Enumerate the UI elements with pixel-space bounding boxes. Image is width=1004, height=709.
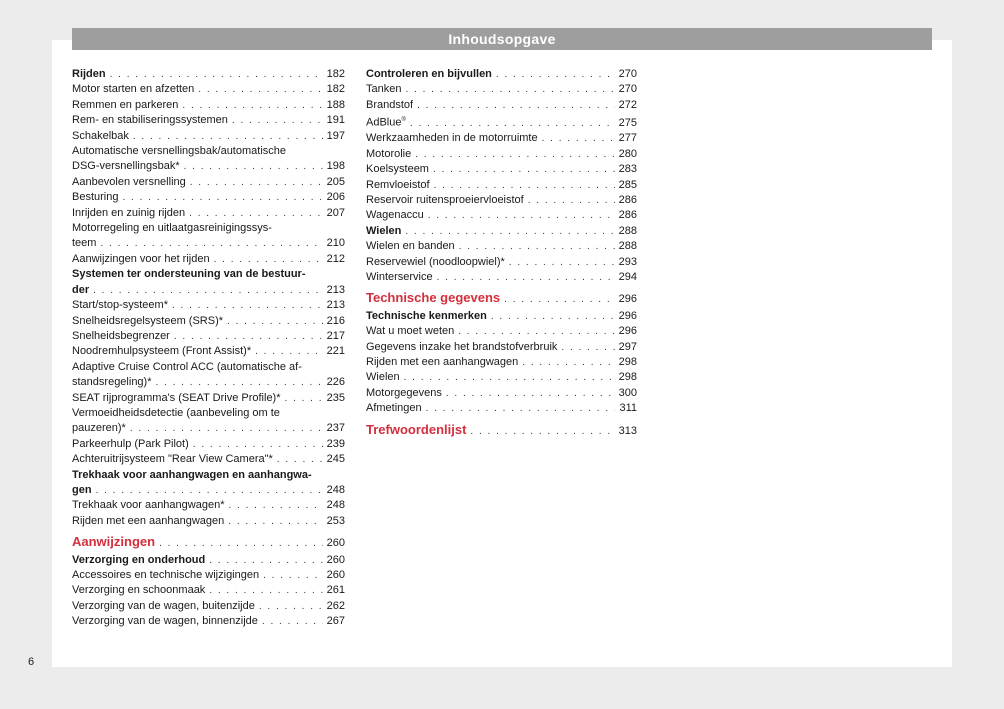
toc-entry-title: Reservewiel (noodloopwiel)*	[366, 255, 505, 268]
toc-entry-title: DSG-versnellingsbak*	[72, 160, 180, 173]
dot-leader	[273, 452, 323, 467]
toc-entry[interactable]	[366, 355, 637, 370]
toc-entry-title: Trefwoordenlijst	[366, 421, 467, 437]
toc-page-number: 221	[326, 345, 345, 358]
toc-entry[interactable]	[366, 131, 637, 146]
toc-entry-title: Koelsysteem	[366, 163, 429, 176]
toc-entry-text-line: Adaptive Cruise Control ACC (automatische af-	[72, 360, 302, 373]
toc-page-number: 298	[618, 371, 637, 384]
toc-chapter-entry[interactable]	[366, 224, 637, 239]
toc-page-number: 248	[326, 483, 345, 496]
toc-entry-title: Aanwijzingen	[72, 534, 156, 550]
toc-entry[interactable]	[72, 599, 345, 614]
dot-leader	[180, 159, 323, 174]
dot-leader	[168, 298, 323, 313]
toc-page-number: 272	[618, 98, 637, 111]
toc-entry-title: Motorolie	[366, 147, 412, 160]
dot-leader	[210, 252, 323, 267]
toc-page-number: 293	[618, 255, 637, 268]
toc-entry-title: Technische kenmerken	[366, 309, 487, 322]
toc-entry-text-line: Systemen ter ondersteuning van de bestuur-	[72, 268, 306, 281]
dot-leader	[186, 175, 323, 190]
toc-page-number: 205	[326, 175, 345, 188]
dot-leader	[406, 116, 615, 131]
toc-entry-title: AdBlue®	[366, 116, 406, 129]
toc-entry[interactable]	[72, 568, 345, 583]
toc-page-number: 260	[326, 553, 345, 566]
toc-page-number: 285	[618, 178, 637, 191]
dot-leader	[92, 483, 323, 498]
toc-page-number: 267	[326, 615, 345, 628]
toc-entry-title: Trekhaak voor aanhangwagen*	[72, 499, 225, 512]
dot-leader	[255, 599, 323, 614]
toc-entry[interactable]	[366, 147, 637, 162]
dot-leader	[538, 131, 615, 146]
toc-page-number: 262	[326, 599, 345, 612]
toc-entry[interactable]	[72, 129, 345, 144]
toc-page-number: 210	[326, 237, 345, 250]
toc-entry[interactable]	[72, 614, 345, 629]
toc-entry-title: teem	[72, 237, 97, 250]
dot-leader	[258, 614, 323, 629]
dot-leader	[433, 270, 615, 285]
toc-section-heading[interactable]	[72, 534, 345, 551]
toc-page-number: 261	[326, 584, 345, 597]
toc-entry-title: Tanken	[366, 83, 402, 96]
toc-entry[interactable]	[72, 159, 345, 174]
toc-entry-title: Werkzaamheden in de motorruimte	[366, 132, 538, 145]
toc-entry-title: Rijden	[72, 68, 106, 80]
toc-page-number: 298	[618, 355, 637, 368]
toc-entry-title: Aanwijzingen voor het rijden	[72, 252, 210, 265]
toc-entry-title: standsregeling)*	[72, 376, 152, 389]
toc-entry-title: der	[72, 283, 90, 296]
toc-page-number: 297	[618, 340, 637, 353]
toc-page-number: 206	[326, 191, 345, 204]
toc-entry-title: Motorgegevens	[366, 386, 442, 399]
toc-entry[interactable]	[72, 98, 345, 113]
dot-leader	[224, 514, 323, 529]
toc-entry-title: Wat u moet weten	[366, 325, 455, 338]
dot-leader	[466, 424, 615, 439]
toc-entry[interactable]	[72, 452, 345, 467]
dot-leader	[224, 498, 323, 513]
dot-leader	[223, 314, 323, 329]
toc-entry[interactable]	[72, 190, 345, 205]
toc-entry-title: Aanbevolen versnelling	[72, 175, 186, 188]
toc-entry[interactable]	[366, 208, 637, 223]
dot-leader	[524, 193, 615, 208]
toc-page-number: 270	[618, 83, 637, 96]
toc-entry-title: Technische gegevens	[366, 290, 501, 306]
toc-page-number: 277	[618, 132, 637, 145]
toc-entry[interactable]	[72, 344, 345, 359]
dot-leader	[429, 162, 615, 177]
toc-entry[interactable]	[72, 329, 345, 344]
dot-leader	[487, 309, 615, 324]
toc-chapter-entry[interactable]	[72, 553, 345, 568]
dot-leader	[505, 255, 615, 270]
toc-entry[interactable]	[72, 375, 345, 390]
dot-leader	[401, 224, 615, 239]
toc-entry-title: Wagenaccu	[366, 209, 424, 222]
toc-entry-title: pauzeren)*	[72, 422, 126, 435]
toc-entry[interactable]	[72, 314, 345, 329]
toc-entry-title: Afmetingen	[366, 402, 422, 415]
dot-leader	[557, 340, 615, 355]
dot-leader	[500, 292, 615, 307]
toc-entry[interactable]	[366, 113, 637, 131]
toc-page-number: 288	[618, 240, 637, 253]
dot-leader	[118, 190, 323, 205]
toc-entry[interactable]	[366, 193, 637, 208]
toc-entry-title: Noodremhulpsysteem (Front Assist)*	[72, 345, 252, 358]
toc-entry-title: Verzorging van de wagen, buitenzijde	[72, 599, 255, 612]
dot-leader	[259, 568, 323, 583]
toc-page-number: 260	[326, 569, 345, 581]
toc-entry-title: Parkeerhulp (Park Pilot)	[72, 437, 189, 450]
dot-leader	[455, 239, 615, 254]
toc-page-number: 288	[618, 224, 637, 237]
dot-leader	[96, 236, 323, 251]
toc-page-number: 213	[326, 283, 345, 296]
toc-entry-title: gen	[72, 483, 92, 496]
toc-page-number: 283	[618, 163, 637, 176]
toc-entry-title: Achteruitrijsysteem "Rear View Camera"*	[72, 453, 273, 466]
toc-entry-title: Besturing	[72, 191, 119, 204]
toc-chapter-entry[interactable]	[72, 67, 345, 82]
dot-leader	[430, 178, 615, 193]
toc-entry[interactable]	[366, 98, 637, 113]
dot-leader	[424, 208, 615, 223]
toc-entry[interactable]	[72, 236, 345, 251]
toc-entry[interactable]	[366, 178, 637, 193]
toc-page-number: 300	[618, 386, 637, 399]
toc-entry-title: Verzorging van de wagen, binnenzijde	[72, 615, 258, 628]
dot-leader	[411, 147, 615, 162]
toc-entry[interactable]	[366, 324, 637, 339]
toc-entry-title: Motor starten en afzetten	[72, 83, 195, 96]
toc-entry-title: Schakelbak	[72, 129, 129, 142]
toc-entry-title: Remvloeistof	[366, 178, 430, 191]
page-number: 6	[28, 656, 35, 668]
toc-entry[interactable]	[366, 82, 637, 97]
toc-entry[interactable]	[72, 583, 345, 598]
toc-entry-title: Snelheidsregelsysteem (SRS)*	[72, 314, 224, 327]
toc-entry[interactable]	[72, 175, 345, 190]
toc-entry-title: Remmen en parkeren	[72, 98, 179, 111]
dot-leader	[251, 344, 323, 359]
toc-entry-title: Snelheidsbegrenzer	[72, 329, 170, 342]
toc-entry[interactable]	[366, 386, 637, 401]
toc-page-number: 188	[326, 98, 345, 111]
toc-entry[interactable]	[72, 82, 345, 97]
dot-leader	[205, 553, 323, 568]
dot-leader	[442, 386, 615, 401]
toc-entry-title: Verzorging en schoonmaak	[72, 584, 206, 597]
toc-page-number: 226	[326, 376, 345, 389]
dot-leader	[492, 67, 615, 82]
dot-leader	[129, 129, 323, 144]
toc-page-number: 239	[326, 437, 345, 450]
toc-page-number: 213	[326, 299, 345, 312]
toc-entry[interactable]	[366, 401, 637, 416]
toc-entry[interactable]	[72, 498, 345, 513]
toc-entry-title: Wielen	[366, 371, 400, 384]
toc-entry[interactable]	[72, 421, 345, 436]
toc-page-number: 253	[326, 514, 345, 527]
dot-leader	[454, 324, 615, 339]
toc-entry[interactable]	[366, 340, 637, 355]
toc-entry-text-line: Vermoeidheidsdetectie (aanbeveling om te	[72, 406, 280, 419]
toc-entry[interactable]	[72, 206, 345, 221]
toc-page-number: 313	[618, 424, 637, 437]
toc-page-number: 207	[326, 206, 345, 219]
toc-entry-title: Winterservice	[366, 270, 433, 283]
registered-mark: ®	[401, 117, 406, 124]
dot-leader	[170, 329, 323, 344]
toc-entry-text-line: Trekhaak voor aanhangwagen en aanhangwa-	[72, 468, 312, 481]
toc-page-number: 237	[326, 422, 345, 435]
toc-entry-title: Start/stop-systeem*	[72, 299, 168, 312]
toc-entry[interactable]	[366, 255, 637, 270]
toc-entry[interactable]	[366, 270, 637, 285]
toc-entry-title: SEAT rijprogramma's (SEAT Drive Profile)*	[72, 391, 281, 404]
toc-entry-title: Accessoires en technische wijzigingen	[72, 569, 260, 581]
toc-entry-title: Reservoir ruitensproeiervloeistof	[366, 193, 524, 206]
toc-page-number: 286	[618, 193, 637, 206]
dot-leader	[422, 401, 615, 416]
dot-leader	[228, 113, 323, 128]
dot-leader	[106, 67, 323, 82]
toc-section-heading[interactable]	[366, 290, 637, 307]
dot-leader	[205, 583, 323, 598]
toc-entry-title: Verzorging en onderhoud	[72, 553, 206, 566]
toc-entry[interactable]	[72, 391, 345, 406]
toc-page-number: 280	[618, 147, 637, 160]
toc-entry-title: Rijden met een aanhangwagen	[366, 355, 519, 368]
toc-page-number: 198	[326, 160, 345, 173]
toc-page-number: 275	[618, 116, 637, 129]
toc-page-number: 260	[326, 537, 345, 550]
header-banner: Inhoudsopgave	[72, 28, 932, 50]
dot-leader	[400, 370, 615, 385]
dot-leader	[413, 98, 615, 113]
dot-leader	[89, 283, 323, 298]
toc-page-number: 296	[618, 325, 637, 338]
toc-entry-title: Wielen	[366, 224, 402, 237]
toc-page-number: 197	[326, 129, 345, 142]
toc-chapter-entry[interactable]	[366, 67, 637, 82]
toc-page-number: 286	[618, 209, 637, 222]
toc-page-number: 294	[618, 270, 637, 283]
toc-section-heading[interactable]	[366, 422, 637, 439]
toc-page-number: 182	[326, 83, 345, 96]
toc-entry[interactable]	[72, 514, 345, 529]
toc-entry-title: Brandstof	[366, 98, 414, 111]
toc-entry-title: Gegevens inzake het brandstofverbruik	[366, 340, 558, 353]
dot-leader	[189, 437, 323, 452]
toc-entry-title: Wielen en banden	[366, 240, 455, 253]
dot-leader	[185, 206, 323, 221]
toc-page-number: 296	[618, 309, 637, 322]
dot-leader	[126, 421, 323, 436]
toc-chapter-entry[interactable]	[366, 309, 637, 324]
toc-page-number: 191	[326, 114, 345, 127]
toc-column-left	[72, 67, 345, 630]
toc-entry-title: Rijden met een aanhangwagen	[72, 514, 225, 527]
toc-entry[interactable]	[366, 370, 637, 385]
toc-page-number: 212	[326, 252, 345, 265]
toc-page-number: 182	[326, 68, 345, 80]
toc-entry-title: Rem- en stabiliseringssystemen	[72, 114, 228, 127]
toc-chapter-entry[interactable]	[72, 283, 345, 298]
toc-entry[interactable]	[72, 252, 345, 267]
dot-leader	[401, 82, 615, 97]
dot-leader	[155, 536, 323, 551]
toc-entry-title: Inrijden en zuinig rijden	[72, 206, 186, 219]
toc-page-number: 245	[326, 453, 345, 466]
dot-leader	[518, 355, 615, 370]
toc-entry-text-line: Motorregeling en uitlaatgasreinigingssys-	[72, 222, 272, 235]
toc-page-number: 296	[618, 293, 637, 306]
toc-page-number: 311	[619, 402, 637, 415]
toc-entry-text-line: Automatische versnellingsbak/automatische	[72, 145, 287, 158]
toc-page-number: 217	[326, 329, 345, 342]
toc-entry[interactable]	[366, 162, 637, 177]
toc-page-number: 248	[326, 499, 345, 512]
toc-page-number: 270	[618, 68, 637, 80]
dot-leader	[281, 391, 323, 406]
toc-entry[interactable]	[366, 239, 637, 254]
dot-leader	[178, 98, 323, 113]
toc-entry[interactable]	[72, 437, 345, 452]
toc-page-number: 235	[326, 391, 345, 404]
toc-page-number: 216	[326, 314, 345, 327]
toc-entry-title: Controleren en bijvullen	[366, 68, 492, 80]
dot-leader	[152, 375, 324, 390]
toc-entry[interactable]	[72, 298, 345, 313]
dot-leader	[194, 82, 323, 97]
toc-column-right	[366, 67, 637, 440]
toc-entry[interactable]	[72, 113, 345, 128]
toc-chapter-entry[interactable]	[72, 483, 345, 498]
